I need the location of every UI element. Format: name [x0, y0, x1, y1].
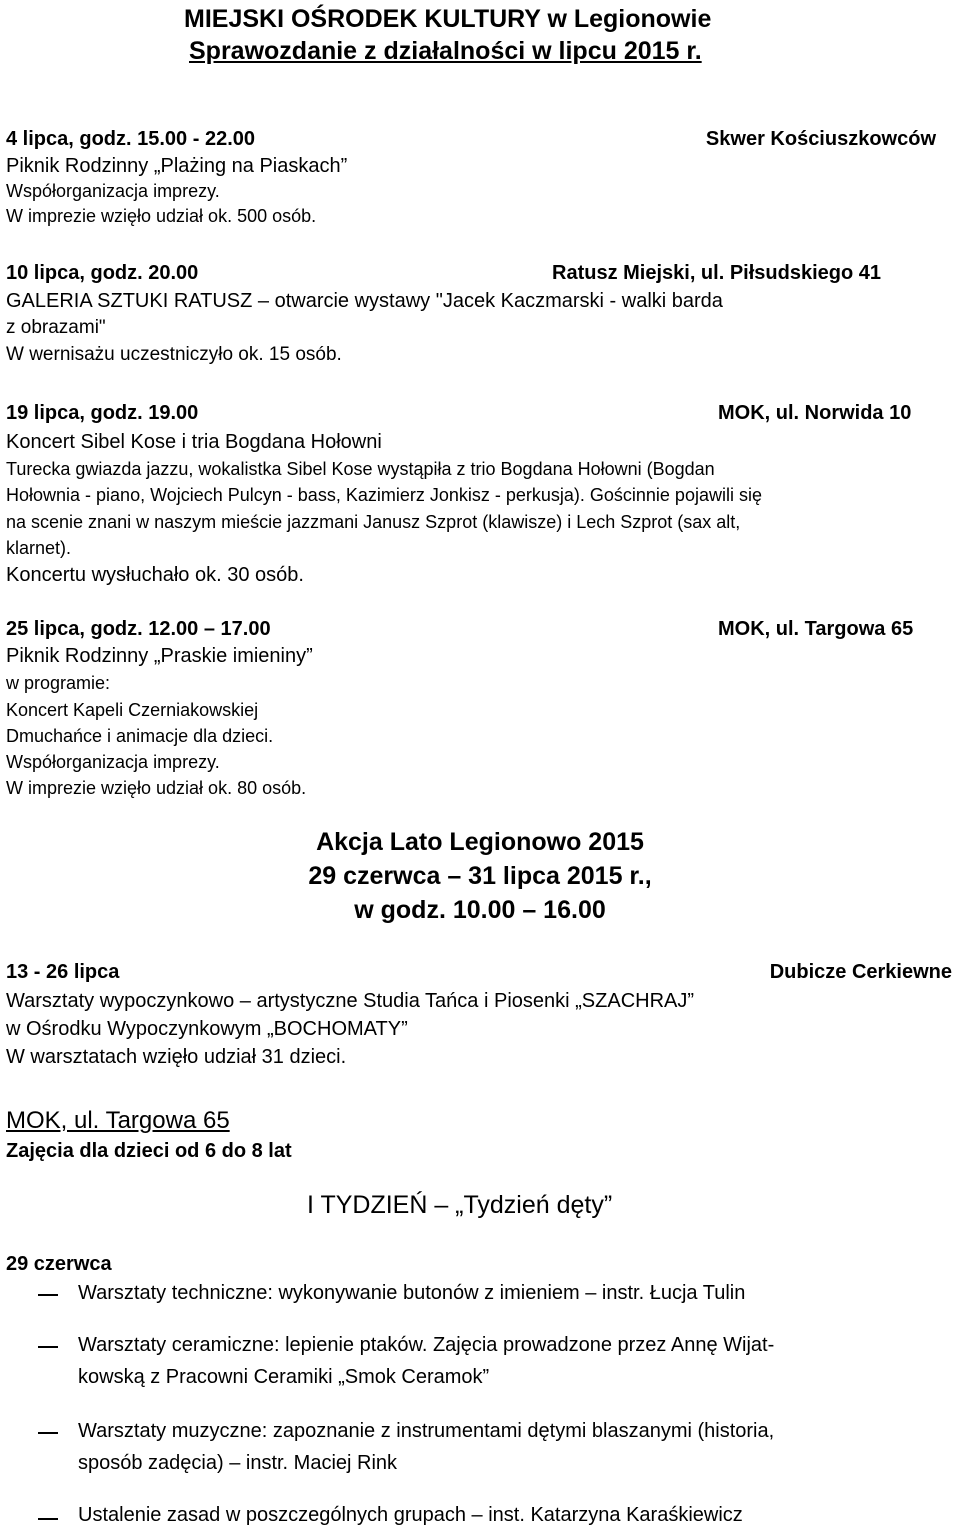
event-date: 4 lipca, godz. 15.00 - 22.00	[6, 128, 256, 150]
mok-section-subtitle: Zajęcia dla dzieci od 6 do 8 lat	[6, 1140, 292, 1162]
camp-location: Dubicze Cerkiewne	[769, 961, 952, 983]
week-title: I TYDZIEŃ – „Tydzień dęty”	[307, 1191, 613, 1219]
event-location: Ratusz Miejski, ul. Piłsudskiego 41	[552, 262, 881, 284]
list-item: Warsztaty techniczne: wykonywanie butonów z imieniem – instr. Łucja Tulin	[78, 1282, 746, 1304]
akcja-title: Akcja Lato Legionowo 2015	[316, 828, 644, 856]
event-location: Skwer Kościuszkowców	[705, 128, 936, 150]
akcja-hours: w godz. 10.00 – 16.00	[354, 896, 606, 924]
list-item: Ustalenie zasad w poszczególnych grupach – inst. Katarzyna Karaśkiewicz	[78, 1504, 743, 1526]
event-line: Turecka gwiazda jazzu, wokalistka Sibel Kose wystąpiła z trio Bogdana Hołowni (Bogdan	[6, 459, 715, 479]
event-date: 19 lipca, godz. 19.00	[6, 402, 199, 424]
list-item: Warsztaty ceramiczne: lepienie ptaków. Zajęcia prowadzone przez Annę Wijat-	[78, 1334, 775, 1356]
event-line: Koncert Sibel Kose i tria Bogdana Hołowni	[6, 431, 382, 453]
event-line: Koncertu wysłuchało ok. 30 osób.	[6, 564, 304, 586]
camp-line: W warsztatach wzięło udział 31 dzieci.	[6, 1046, 347, 1068]
camp-line: Warsztaty wypoczynkowo – artystyczne Studia Tańca i Piosenki „SZACHRAJ”	[6, 990, 695, 1012]
event-line: z obrazami"	[6, 317, 106, 338]
event-line: w programie:	[6, 673, 111, 693]
event-line: W wernisażu uczestniczyło ok. 15 osób.	[6, 344, 342, 365]
event-line: Hołownia - piano, Wojciech Pulcyn - bass, Kazimierz Jonkisz - perkusja). Gościnnie pojawili się	[6, 485, 762, 505]
event-line: Współorganizacja imprezy.	[6, 752, 220, 772]
dash-bullet-icon	[38, 1281, 60, 1307]
event-date: 25 lipca, godz. 12.00 – 17.00	[6, 618, 271, 640]
org-title: MIEJSKI OŚRODEK KULTURY w Legionowie	[184, 5, 712, 33]
event-line: Piknik Rodzinny „Praskie imieniny”	[6, 645, 313, 667]
event-date: 10 lipca, godz. 20.00	[6, 262, 199, 284]
event-line: W imprezie wzięło udział ok. 80 osób.	[6, 778, 307, 798]
event-line: Koncert Kapeli Czerniakowskiej	[6, 700, 259, 720]
list-item-continuation: kowską z Pracowni Ceramiki „Smok Ceramok”	[78, 1366, 490, 1388]
dash-bullet-icon	[38, 1333, 60, 1359]
event-line: klarnet).	[6, 538, 72, 558]
mok-section-title: MOK, ul. Targowa 65	[6, 1107, 230, 1134]
event-line: Dmuchańce i animacje dla dzieci.	[6, 726, 274, 746]
dash-bullet-icon	[38, 1419, 60, 1445]
dash-bullet-icon	[38, 1505, 60, 1531]
event-location: MOK, ul. Targowa 65	[718, 618, 914, 640]
akcja-dates: 29 czerwca – 31 lipca 2015 r.,	[308, 862, 652, 890]
camp-date: 13 - 26 lipca	[6, 961, 120, 983]
list-item: Warsztaty muzyczne: zapoznanie z instrumentami dętymi blaszanymi (historia,	[78, 1420, 775, 1442]
event-line: W imprezie wzięło udział ok. 500 osób.	[6, 206, 317, 226]
event-line: GALERIA SZTUKI RATUSZ – otwarcie wystawy "Jacek Kaczmarski - walki barda	[6, 290, 723, 312]
camp-line: w Ośrodku Wypoczynkowym „BOCHOMATY”	[6, 1018, 408, 1040]
event-line: na scenie znani w naszym mieście jazzmani Janusz Szprot (klawisze) i Lech Szprot (sax alt,	[6, 512, 741, 532]
event-location: MOK, ul. Norwida 10	[718, 402, 912, 424]
event-line: Piknik Rodzinny „Plażing na Piaskach”	[6, 155, 348, 177]
day-label: 29 czerwca	[6, 1253, 112, 1275]
report-title: Sprawozdanie z działalności w lipcu 2015 r.	[189, 37, 702, 65]
event-line: Współorganizacja imprezy.	[6, 181, 220, 201]
list-item-continuation: sposób zadęcia) – instr. Maciej Rink	[78, 1452, 398, 1474]
